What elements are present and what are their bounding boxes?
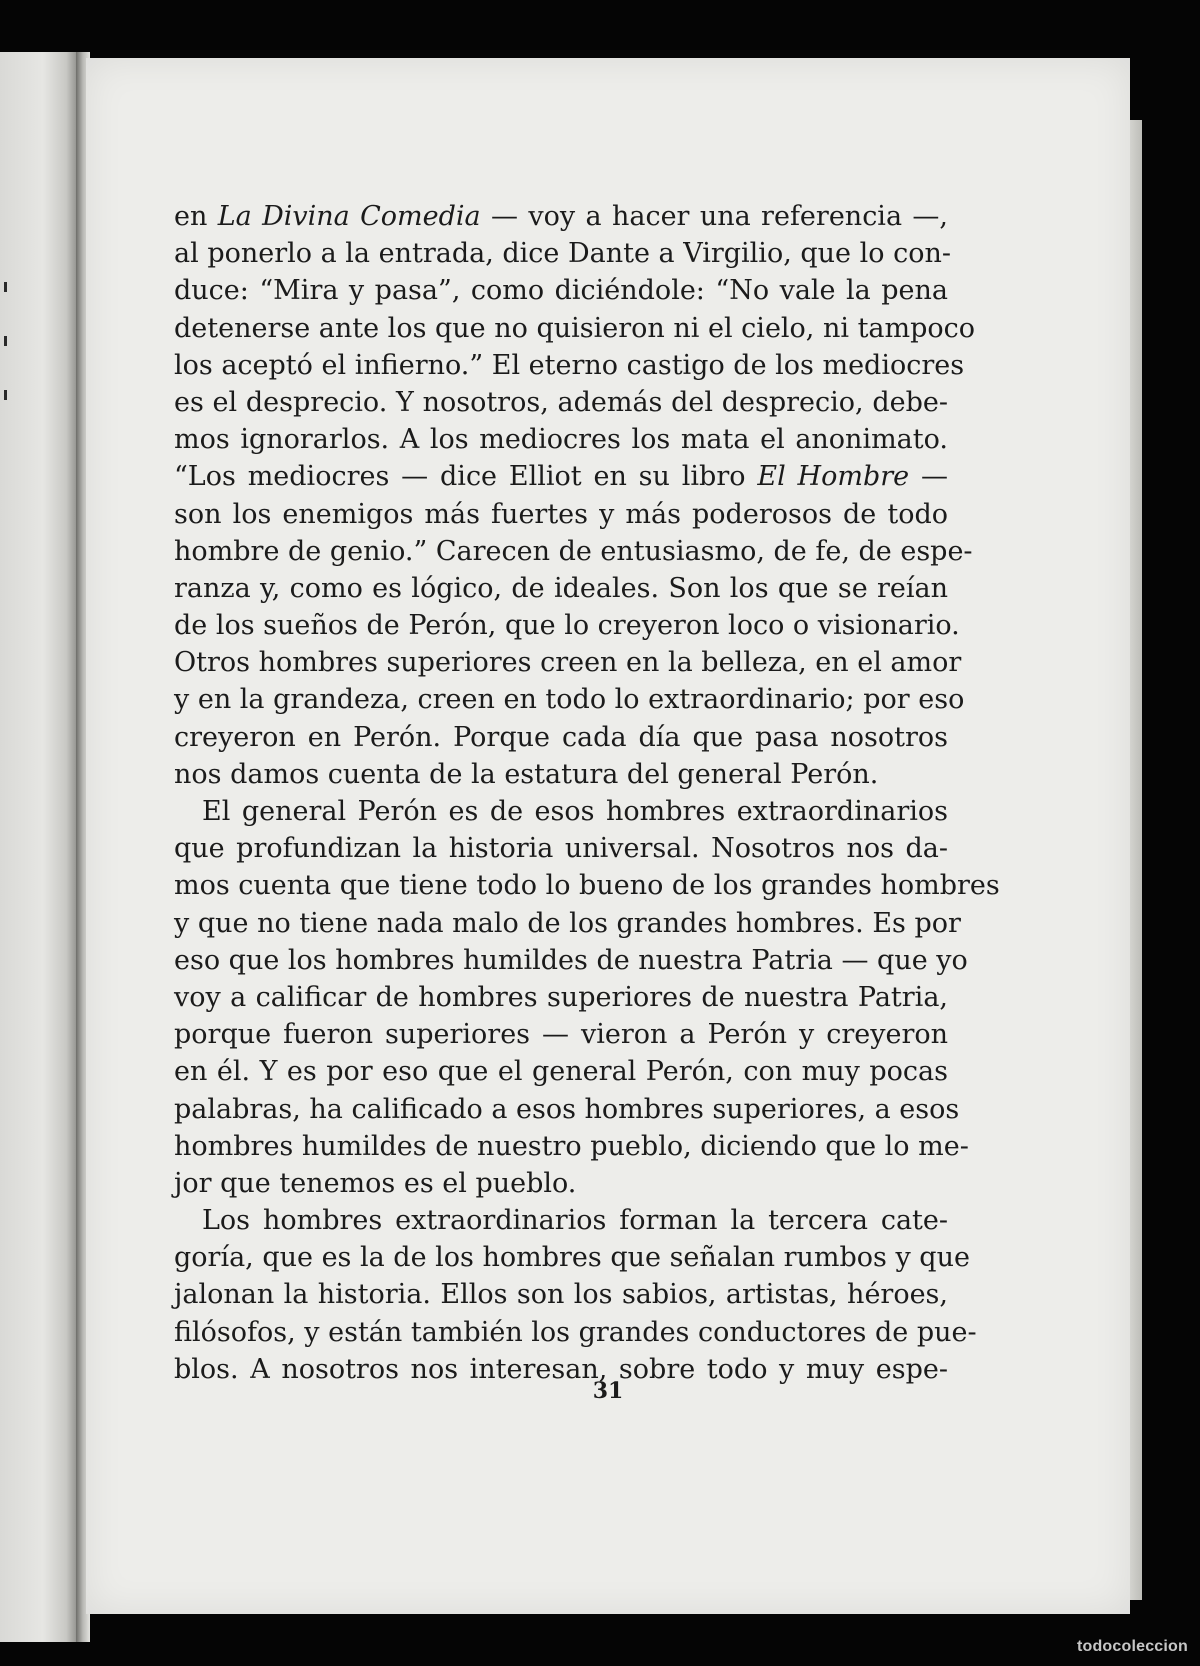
text-line: y en la grandeza, creen en todo lo extraordinario; por eso: [174, 684, 965, 716]
text-line: y que no tiene nada malo de los grandes hombres. Es por: [174, 907, 961, 939]
text-line: eso que los hombres humildes de nuestra Patria — que yo: [174, 944, 968, 976]
text-line: blos. A nosotros nos interesan, sobre todo y muy espe-: [174, 1353, 948, 1385]
text-line: detenerse ante los que no quisieron ni el cielo, ni tampoco: [174, 312, 976, 344]
text-line: Los hombres extraordinarios forman la tercera cate-: [202, 1205, 948, 1237]
text-line: El general Perón es de esos hombres extraordinarios: [202, 796, 948, 827]
text-line: mos cuenta que tiene todo lo bueno de los grandes hombres: [174, 870, 1000, 902]
text-line: nos damos cuenta de la estatura del general Perón.: [174, 758, 879, 790]
text-line: en él. Y es por eso que el general Perón, con muy pocas: [174, 1056, 948, 1088]
text-segment: “Los mediocres — dice Elliot en su libro: [174, 461, 758, 493]
book-page: [86, 58, 1130, 1614]
text-line: que profundizan la historia universal. Nosotros nos da-: [174, 833, 948, 865]
page-number: 31: [592, 1378, 624, 1404]
text-line: al ponerlo a la entrada, dice Dante a Virgilio, que lo con-: [174, 238, 951, 270]
facing-left-page: [0, 52, 78, 1642]
page-edges: [1128, 120, 1142, 1600]
text-line: es el desprecio. Y nosotros, además del desprecio, debe-: [174, 386, 948, 418]
text-line: hombres humildes de nuestro pueblo, diciendo que lo me-: [174, 1130, 969, 1162]
text-line: goría, que es la de los hombres que señalan rumbos y que: [174, 1242, 970, 1274]
text-line: [174, 198, 948, 235]
text-segment: —: [909, 461, 948, 493]
text-line: jor que tenemos es el pueblo.: [174, 1167, 577, 1199]
text-segment: en: [174, 201, 218, 232]
italic-title: El Hombre: [757, 461, 910, 493]
text-line: creyeron en Perón. Porque cada día que pasa nosotros: [174, 721, 948, 753]
text-line: Otros hombres superiores creen en la belleza, en el amor: [174, 647, 962, 679]
text-line: de los sueños de Perón, que lo creyeron loco o visionario.: [174, 610, 960, 642]
text-line: duce: “Mira y pasa”, como diciéndole: “No vale la pena: [174, 275, 948, 307]
text-line: hombre de genio.” Carecen de entusiasmo, de fe, de espe-: [174, 535, 973, 567]
text-line: palabras, ha calificado a esos hombres superiores, a esos: [174, 1093, 960, 1125]
text-line: filósofos, y están también los grandes conductores de pue-: [174, 1316, 977, 1348]
text-line: son los enemigos más fuertes y más poderosos de todo: [174, 498, 948, 530]
text-line: ranza y, como es lógico, de ideales. Son los que se reían: [174, 572, 948, 604]
text-line: voy a calificar de hombres superiores de nuestra Patria,: [174, 981, 948, 1013]
watermark: todocoleccion: [1076, 1638, 1188, 1655]
text-segment: — voy a hacer una referencia —,: [480, 201, 948, 232]
text-line: los aceptó el infierno.” El eterno castigo de los mediocres: [174, 349, 965, 381]
left-page-text-fragments: [4, 282, 10, 442]
text-line: [174, 458, 948, 495]
body-text: [174, 198, 1000, 1388]
text-line: jalonan la historia. Ellos son los sabios, artistas, héroes,: [174, 1279, 948, 1311]
text-line: mos ignorarlos. A los mediocres los mata el anonimato.: [174, 424, 948, 456]
text-line: porque fueron superiores — vieron a Perón y creyeron: [174, 1019, 948, 1051]
italic-title: La Divina Comedia: [217, 201, 481, 232]
